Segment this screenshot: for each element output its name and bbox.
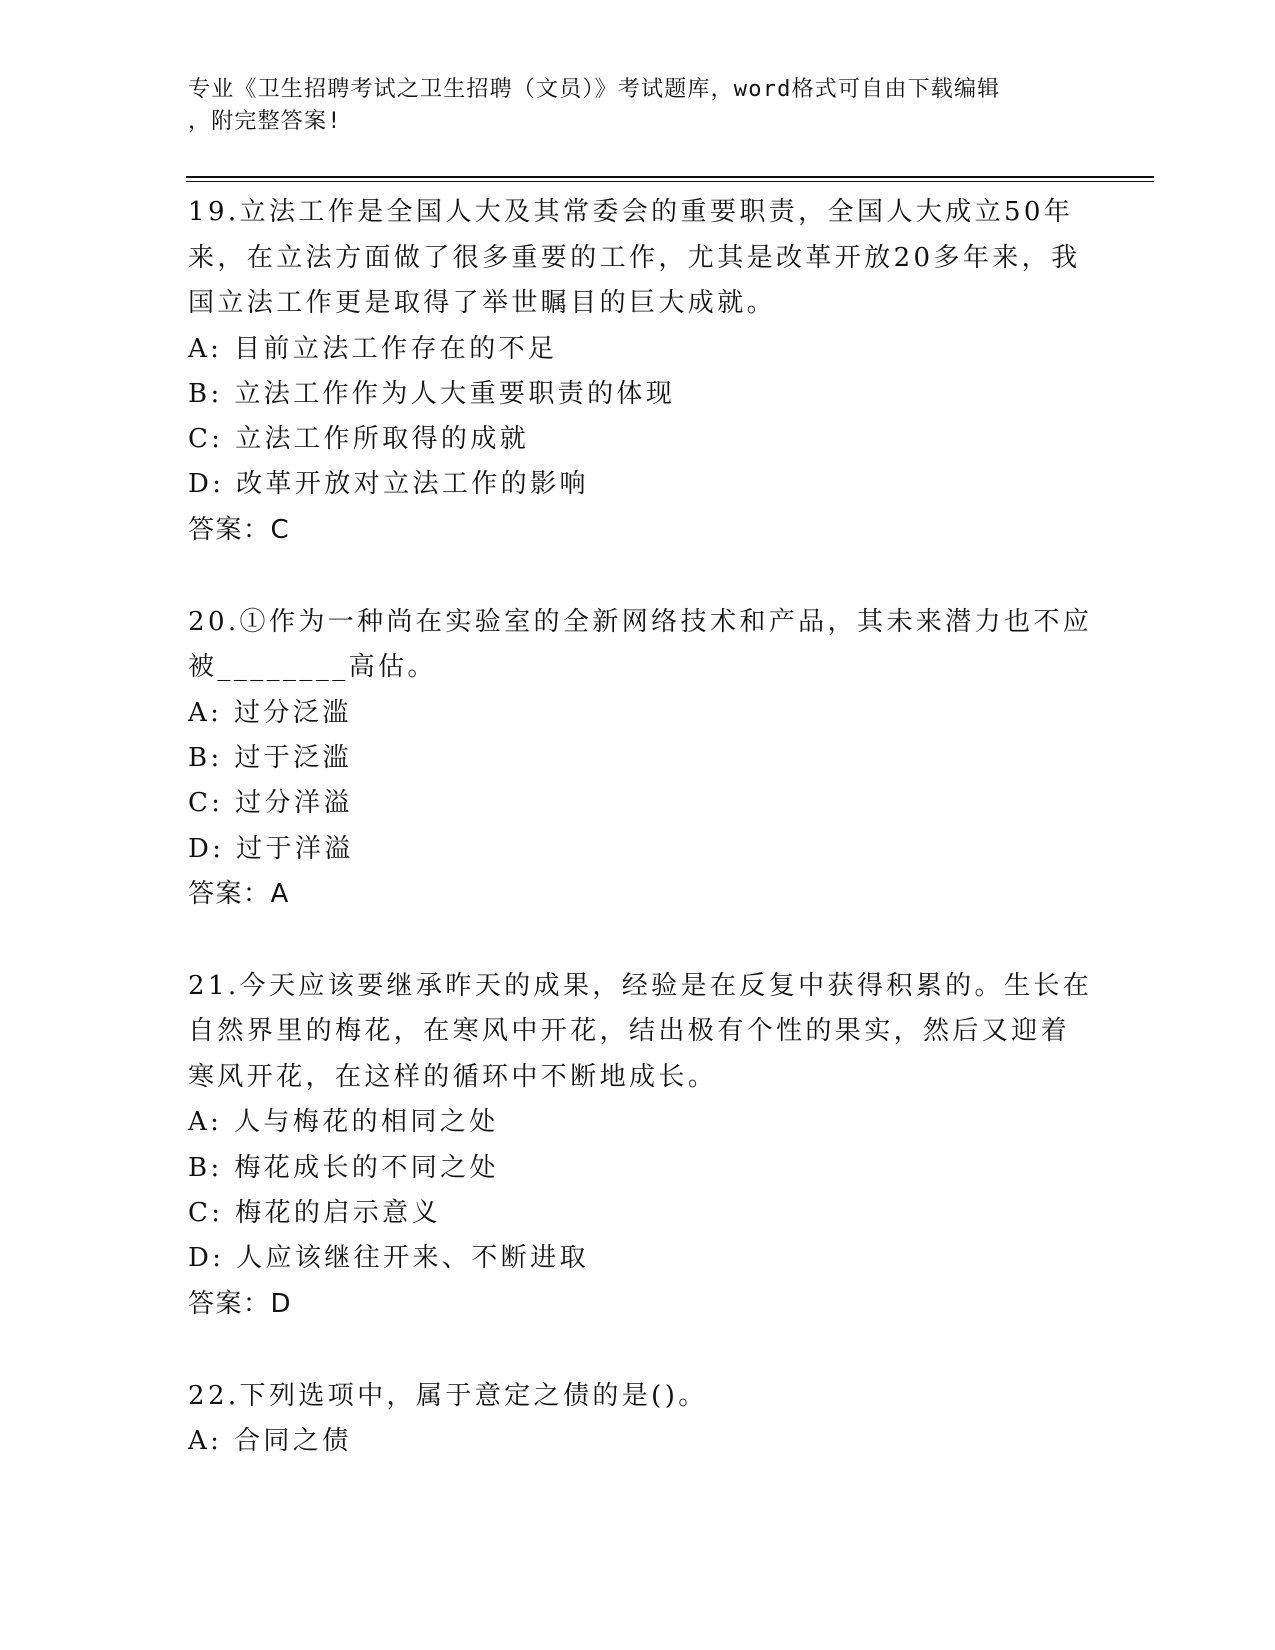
question-text-line: 寒风开花，在这样的循环中不断地成长。 [188,1061,718,1092]
question-text-line: 21.今天应该要继承昨天的成果，经验是在反复中获得积累的。生长在 [188,970,1093,1001]
answer-label: 答案：C [188,514,291,545]
question-22 [188,1374,1088,1465]
question-list [188,190,1093,1464]
option-b: B: 过于泛滥 [188,742,352,773]
question-20 [188,600,1093,917]
answer-label: 答案：A [188,878,290,909]
question-text-line: 来，在立法方面做了很多重要的工作，尤其是改革开放20多年来，我 [188,242,1081,273]
option-a: A: 人与梅花的相同之处 [188,1107,499,1138]
option-a: A: 过分泛滥 [188,697,352,728]
question-text-line: 19.立法工作是全国人大及其常委会的重要职责，全国人大成立50年 [188,197,1074,227]
question-21 [188,964,1093,1327]
header-divider-thin [186,181,1154,182]
option-d: D: 人应该继往开来、不断进取 [188,1243,589,1274]
question-text-line: 20.①作为一种尚在实验室的全新网络技术和产品，其未来潜力也不应 [188,606,1093,637]
option-b: B: 梅花成长的不同之处 [188,1152,499,1183]
option-c: C: 立法工作所取得的成就 [188,424,530,455]
option-d: D: 改革开放对立法工作的影响 [188,469,589,500]
option-c: C: 过分洋溢 [188,788,353,819]
document-header [188,74,1068,138]
question-19 [188,190,1088,553]
option-d: D: 过于洋溢 [188,833,354,864]
option-b: B: 立法工作作为人大重要职责的体现 [188,378,676,409]
option-a: A: 合同之债 [188,1426,352,1457]
header-divider-thick [186,176,1154,178]
question-text-line: 被________高估。 [188,652,437,683]
question-text-line: 国立法工作更是取得了举世瞩目的巨大成就。 [188,288,777,318]
question-text-line: 22.下列选项中，属于意定之债的是()。 [188,1380,708,1411]
header-line-1: 专业《卫生招聘考试之卫生招聘（文员）》考试题库，word格式可自由下载编辑 [188,77,1001,102]
question-text-line: 自然界里的梅花，在寒风中开花，结出极有个性的果实，然后又迎着 [188,1016,1071,1047]
answer-label: 答案：D [188,1288,293,1319]
header-line-2: ，附完整答案! [188,109,342,134]
option-a: A: 目前立法工作存在的不足 [188,333,558,364]
option-c: C: 梅花的启示意义 [188,1197,441,1228]
